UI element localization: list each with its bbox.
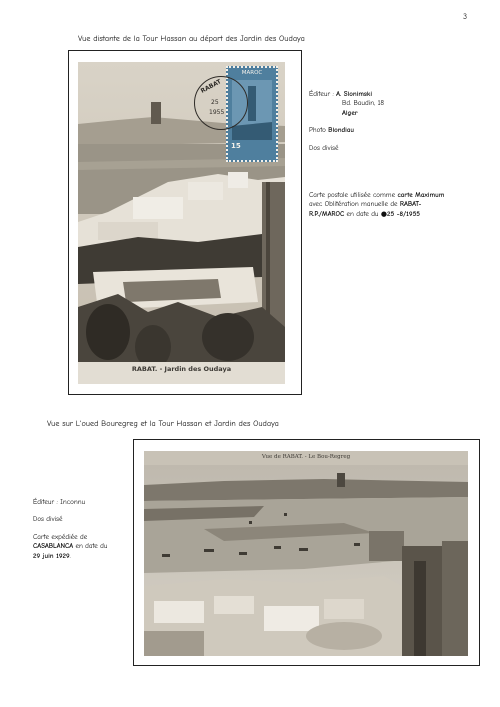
postmark-day: 25 (211, 99, 219, 106)
sent-date: 29 juin 1929 (33, 551, 70, 560)
usage-prefix: Carte postale utilisée comme (309, 191, 396, 200)
photo-line (309, 126, 489, 135)
editor-label: Éditeur : (309, 90, 334, 98)
postcard2-image (144, 451, 468, 656)
editor-address: Bd. Baudin, 18 (342, 99, 385, 108)
cancel-date: 25 -8/1955 (386, 209, 421, 218)
editor-label: Éditeur : (33, 498, 58, 506)
postmark-place: RABAT (199, 78, 223, 95)
postcard1-image (78, 62, 285, 384)
stamp-value: 15 (231, 142, 241, 150)
editor-name: A. Slonimski (336, 90, 373, 98)
postcard2-info (33, 498, 133, 561)
date-line (309, 210, 489, 219)
date-prefix: en date du (346, 209, 379, 218)
postcard2-illustration (144, 451, 468, 656)
usage-line (309, 191, 489, 200)
postcard1-caption: RABAT. - Jardin des Oudaya (131, 365, 232, 373)
editor-line (309, 90, 489, 99)
usage-type: carte Maximum (397, 191, 445, 200)
cancel-line (309, 200, 489, 209)
editor-city: Alger (342, 108, 358, 117)
sent-line1: Carte expédiée de (33, 532, 88, 541)
postcard1-info (309, 90, 489, 219)
section1-caption: Vue distante de la Tour Hassan au départ des Jardin des Oudaya (78, 35, 305, 44)
postmark (194, 76, 248, 130)
sent-line3 (33, 552, 133, 561)
editor-line (33, 498, 133, 507)
section2-caption: Vue sur L'oued Bouregreg et la Tour Hassan et Jardin des Oudaya (47, 420, 279, 429)
stamp-country: MAROC (241, 70, 263, 76)
postcard2-caption: Vue de RABAT. - Le Bou-Regreg (261, 454, 351, 460)
page-number: 3 (463, 12, 468, 21)
cancel-text: avec Oblitération manuelle de (309, 200, 398, 209)
back-type: Dos divisé (309, 143, 339, 152)
photo-label: Photo (309, 126, 326, 135)
cancel-place-a: RABAT- (399, 200, 422, 209)
back-type: Dos divisé (33, 515, 63, 524)
postmark-year: 1955 (209, 109, 225, 116)
sent-date-prefix: en date du (75, 542, 108, 551)
date-marker-icon: ● (380, 209, 387, 218)
editor-name: Inconnu (60, 498, 86, 506)
sent-line2 (33, 542, 133, 551)
sent-city: CASABLANCA (33, 542, 74, 551)
sent-end: . (69, 551, 71, 560)
cancel-place-b: R.P./MAROC (309, 209, 345, 218)
photo-name: Blondiau (328, 126, 355, 135)
